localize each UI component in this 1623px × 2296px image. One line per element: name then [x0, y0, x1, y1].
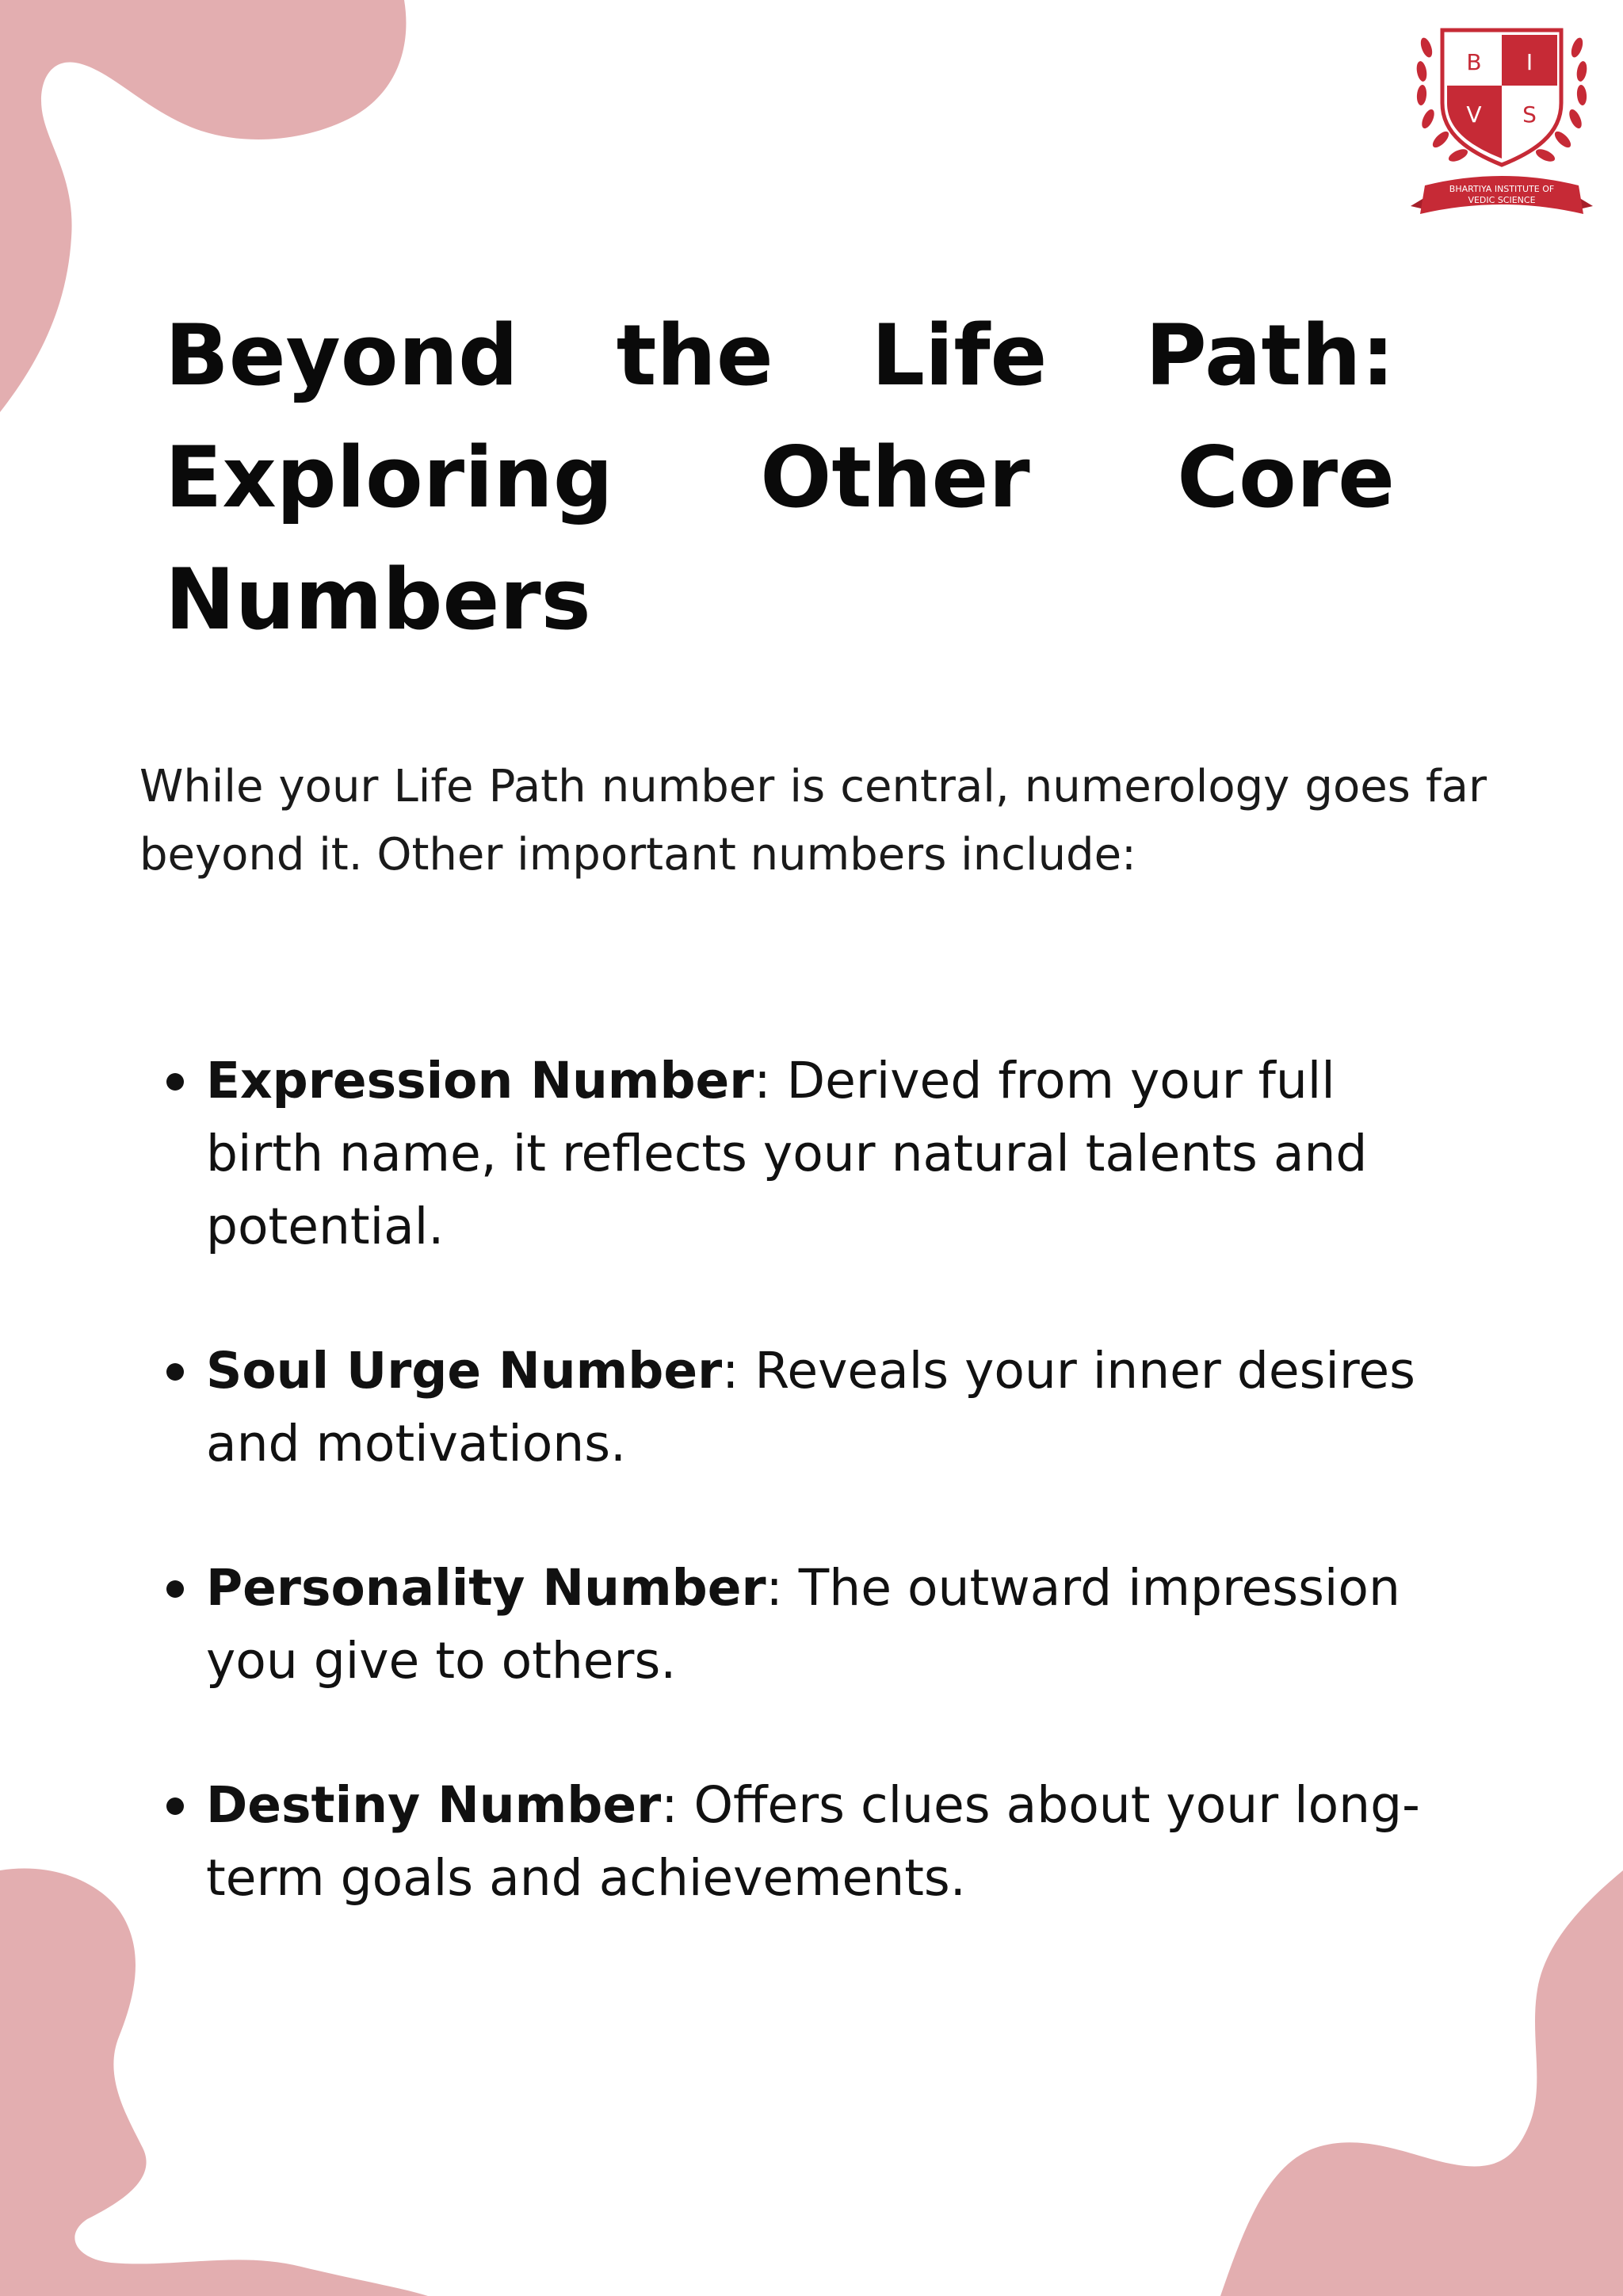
bullet-term: Personality Number — [206, 1559, 766, 1617]
intro-paragraph: While your Life Path number is central, numerology goes far beyond it. Other important numbers include: — [139, 761, 1487, 881]
bullet-text: : Offers clues about your long-term goals and achievements. — [206, 1776, 1420, 1907]
list-item-expression-number — [158, 1045, 1458, 1263]
list-item-destiny-number — [158, 1769, 1458, 1915]
bullet-icon — [166, 1580, 184, 1598]
bullet-term: Expression Number — [206, 1052, 754, 1110]
bullet-icon — [166, 1073, 184, 1091]
bullet-term: Soul Urge Number — [206, 1342, 723, 1400]
bullet-term: Destiny Number — [206, 1776, 662, 1834]
institute-logo — [1403, 16, 1601, 230]
logo-letter-v: V — [1466, 101, 1482, 128]
list-item-soul-urge-number — [158, 1335, 1458, 1480]
logo-letter-i: I — [1526, 49, 1533, 75]
bullet-text: : Derived from your full birth name, it reflects your natural talents and potential. — [206, 1052, 1368, 1255]
core-numbers-list — [158, 1045, 1458, 1986]
bullet-icon — [166, 1363, 184, 1381]
logo-letter-s: S — [1522, 101, 1537, 128]
list-item-personality-number — [158, 1552, 1458, 1698]
logo-banner-line1: BHARTIYA INSTITUTE OF — [1449, 184, 1555, 194]
logo-banner-line2: VEDIC SCIENCE — [1468, 195, 1536, 205]
bullet-text: : Reveals your inner desires and motivations. — [206, 1342, 1416, 1473]
bullet-icon — [166, 1797, 184, 1815]
page-title: Beyond the Life Path: Exploring Other Core Numbers — [165, 307, 1395, 648]
bullet-text: : The outward impression you give to others. — [206, 1559, 1400, 1690]
logo-letter-b: B — [1466, 49, 1482, 75]
